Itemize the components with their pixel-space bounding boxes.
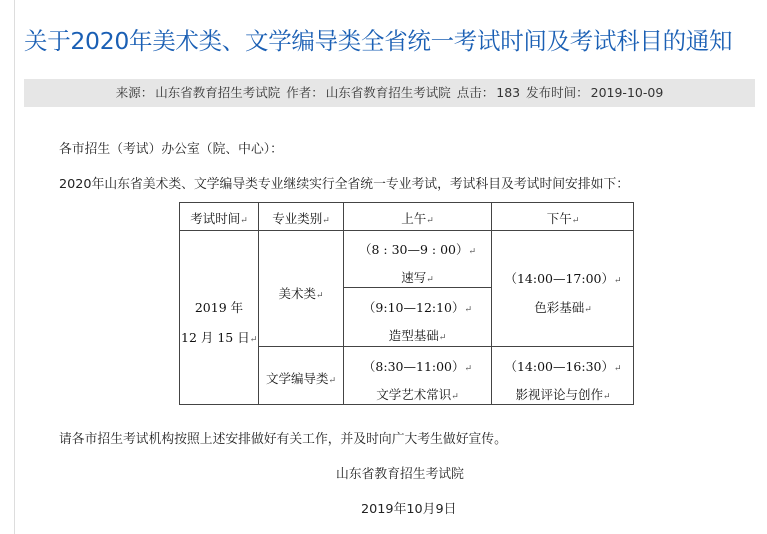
source-label: 来源： [115, 85, 154, 100]
issue-date: 2019年10月9日 [361, 502, 457, 517]
header-afternoon: 下午↵ [546, 211, 580, 226]
art-am1-subject: 速写↵ [401, 270, 434, 285]
header-category: 专业类别↵ [272, 211, 330, 226]
header-exam-time: 考试时间↵ [190, 211, 248, 226]
art-am1-time: （8 : 30—9 : 00）↵ [358, 242, 477, 257]
exam-date-line1: 2019 年 [194, 300, 244, 315]
publish-date: 2019-10-09 [590, 85, 664, 100]
closing-paragraph: 请各市招生考试机构按照上述安排做好有关工作，并及时向广大考生做好宣传。 [59, 432, 507, 447]
art-pm-time: （14:00—17:00）↵ [504, 271, 622, 286]
clicks-label: 点击： [456, 85, 495, 100]
lit-am-subject: 文学艺术常识↵ [376, 387, 459, 402]
exam-date-line2: 12 月 15 日↵ [181, 330, 258, 345]
exam-schedule-table [179, 202, 634, 405]
publish-label: 发布时间： [526, 85, 589, 100]
article-title: 关于2020年美术类、文学编导类全省统一考试时间及考试科目的通知 [24, 27, 733, 55]
art-am2-time: （9:10—12:10）↵ [362, 300, 473, 315]
greeting-paragraph: 各市招生（考试）办公室（院、中心）： [59, 142, 283, 157]
author-value: 山东省教育招生考试院 [325, 85, 451, 100]
author-label: 作者： [286, 85, 324, 100]
lit-category: 文学编导类↵ [265, 371, 337, 386]
intro-paragraph: 2020年山东省美术类、文学编导类专业继续实行全省统一专业考试，考试科目及考试时间安排如下： [59, 177, 630, 192]
content-left-border [14, 0, 15, 534]
header-morning: 上午↵ [401, 211, 434, 226]
lit-pm-time: （14:00—16:30）↵ [504, 359, 622, 374]
source-value: 山东省教育招生考试院 [155, 85, 281, 100]
art-category: 美术类↵ [278, 286, 324, 301]
article-meta-bar [24, 79, 755, 107]
issuing-organization: 山东省教育招生考试院 [336, 467, 464, 482]
lit-pm-subject: 影视评论与创作↵ [515, 387, 611, 402]
clicks-count: 183 [496, 85, 521, 100]
art-pm-subject: 色彩基础↵ [534, 300, 592, 315]
art-am2-subject: 造型基础↵ [388, 328, 447, 343]
lit-am-time: （8:30—11:00）↵ [362, 359, 473, 374]
